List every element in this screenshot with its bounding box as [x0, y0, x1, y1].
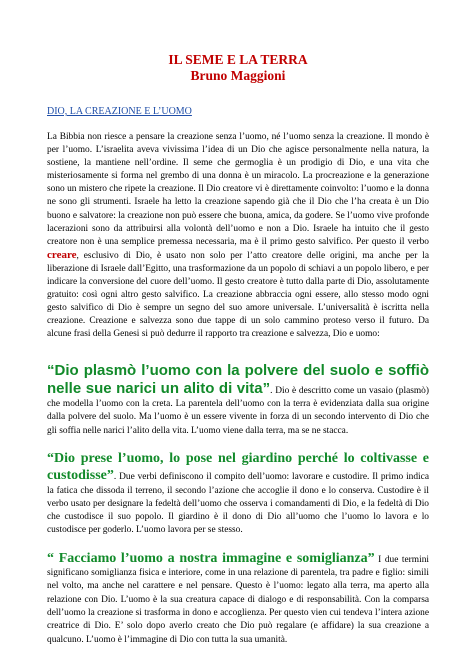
- quote-paragraph-2: [47, 450, 429, 538]
- document-title: IL SEME E LA TERRA: [168, 52, 308, 67]
- quote-2: “Dio prese l’uomo, lo pose nel giardino perché lo coltivasse e custodisse”: [47, 450, 429, 484]
- highlighted-word: creare: [47, 248, 77, 261]
- document-author: Bruno Maggioni: [190, 68, 286, 83]
- quote-1-commentary: . Dio è descritto come un vasaio (plasmò) che modella l’uomo con la creta. La parentela dell’uomo con la terra è evidenziata dalla sua origine dalla polvere del suolo. Ma l’uomo è un essere vivente in forza di un secondo intervento di Dio che gli soffia nelle narici l’alito della vita. L’uomo viene dalla terra, ma se ne stacca.: [47, 385, 429, 436]
- quote-1: “Dio plasmò l’uomo con la polvere del suolo e soffiò nelle sue narici un alito di vita”: [47, 361, 429, 397]
- quote-2-commentary: . Due verbi definiscono il compito dell’uomo: lavorare e custodire. Il primo indica la fatica che dissoda il terreno, il secondo l’azione che accoglie il dono e lo conserva. Custodire è il verbo usato per designare la fedeltà dell’uomo che osserva i comandamenti di Dio, e la fedeltà di Dio che custodisce il suo popolo. Il giardino è il dono di Dio all’uomo che l’uomo lo lavora e lo custodisce per goderlo. L’uomo lavora per se stesso.: [47, 472, 429, 536]
- quote-3: “ Facciamo l’uomo a nostra immagine e somiglianza”: [47, 550, 375, 566]
- quote-3-commentary: I due termini significano somiglianza fisica e interiore, come in una relazione di parentela, tra padre e figlio: simili nel volto, ma anche nel carattere e nel pensare. Questo è l’uomo: legato alla terra, ma aperto alla relazione con Dio. L’uomo è la sua creatura capace di dialogo e di responsabilità. Con la comparsa dell’uomo la creazione si trasforma in dono e accoglienza. Per questo vien cui tendeva l’intera azione creatrice di Dio. E’ solo dopo averlo creato che Dio può regalare (e affidare) la sua creazione a qualcuno. L’uomo è l’immagine di Dio con tutta la sua umanità.: [47, 554, 429, 645]
- intro-text-after: , esclusivo di Dio, è usato non solo per l’atto creatore delle origini, ma anche per la liberazione di Israele dall’Egitto, una trasformazione da un popolo di schiavi a un popolo libero, e per indicare la conversione del cuore dell’uomo. Il gesto creatore è tutto dalla parte di Dio, assolutamente gratuito: così ogni altro gesto salvifico. La creazione abbraccia ogni essere, allo stesso modo ogni gesto salvifico di Dio è sempre un segno del suo amore universale. L’universalità è iscritta nella creazione. Creazione e salvezza sono due tappe di un solo cammino proteso verso il futuro. Da alcune frasi della Genesi si può dedurre il rapporto tra creazione e salvezza, Dio e uomo:: [47, 250, 429, 340]
- intro-text-before: La Bibbia non riesce a pensare la creazione senza l’uomo, né l’uomo senza la creazione. Il mondo è per l’uomo. L’israelita aveva vivissima l’idea di un Dio che agisce personalmente nella natura, la sostiene, la mantiene nell’ordine. Il seme che germoglia è un prodigio di Dio, e una vita che misteriosamente si forma nel grembo di una donna è un miracolo. La procreazione e la generazione sono un mistero che ripete la creazione. Il Dio creatore vi è direttamente coinvolto: l’uomo e la donna ne sono gli strumenti. Israele ha letto la creazione sapendo già che il Dio che l’ha creata è un Dio buono e salvatore: la creazione non può essere che buona, amica, da godere. Se l’uomo vive profonde lacerazioni sono da attribuirsi alla volontà dell’uomo e non a Dio. Israele ha intuito che il gesto creatore non è una semplice premessa necessaria, ma è il primo gesto salvifico. Per questo il verbo: [47, 132, 429, 247]
- intro-paragraph: [47, 131, 429, 342]
- section-heading: DIO, LA CREAZIONE E L’UOMO: [47, 106, 192, 117]
- quote-paragraph-3: [47, 550, 429, 647]
- quote-paragraph-1: [47, 362, 429, 438]
